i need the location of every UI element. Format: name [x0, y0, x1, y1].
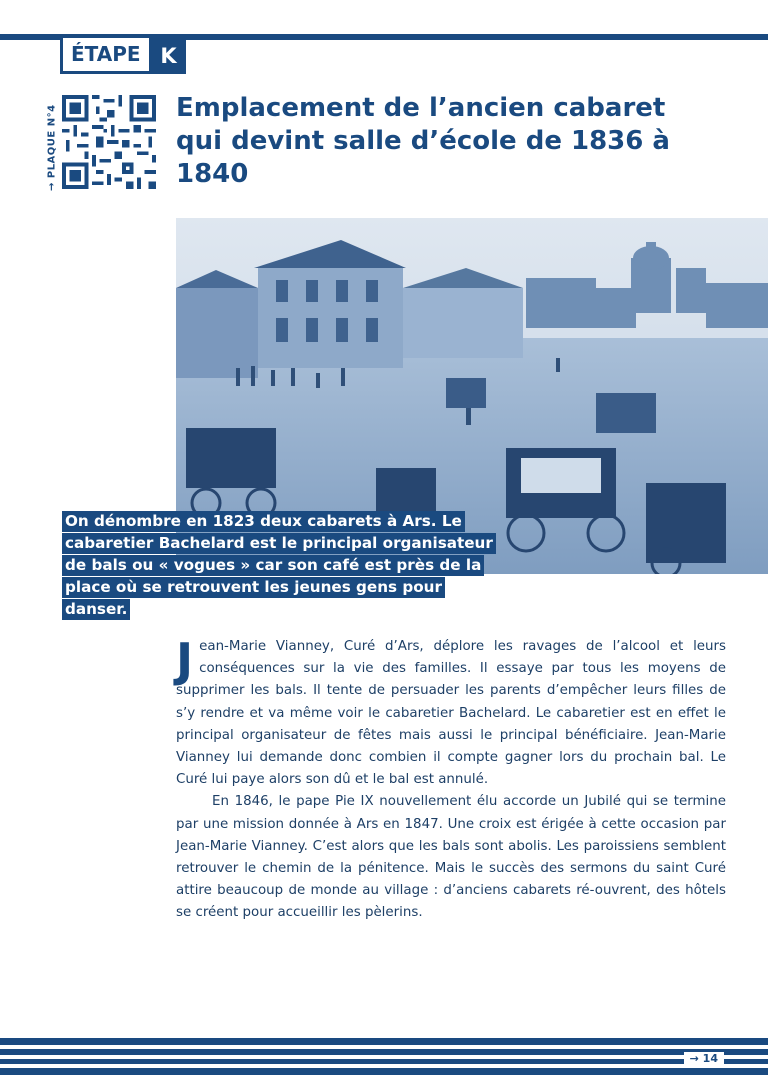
body-text [176, 633, 726, 925]
footer-band-3 [0, 1059, 768, 1064]
page-title [176, 92, 736, 191]
etape-letter: K [152, 38, 186, 74]
plaque-label: → PLAQUE N°4 [46, 104, 58, 191]
drop-cap: J [176, 633, 194, 687]
page-number: → 14 [684, 1052, 724, 1066]
paragraph-1 [176, 633, 726, 791]
footer-band-1 [0, 1038, 768, 1045]
etape-label: ÉTAPE [60, 38, 152, 74]
footer-band-4 [0, 1068, 768, 1075]
photo-caption [62, 510, 502, 620]
title-line-1: Emplacement de l’ancien cabaret [176, 93, 666, 123]
paragraph-2: En 1846, le pape Pie IX nouvellement élu accorde un Jubilé qui se termine par une mission donnée à Ars en 1847. Une croix est érigée à cette occasion par Jean-Marie Vianney. C’est alors que les bals sont abolis. Les paroissiens semblent retrouver le chemin de la pénitence. Mais le succès des sermons du saint Curé attire beaucoup de monde au village : d’anciens cabarets ré-ouvrent, des hôtels se créent pour accueillir les pèlerins. [176, 794, 726, 921]
etape-badge [60, 38, 186, 74]
qr-code[interactable] [62, 95, 156, 189]
caption-text: On dénombre en 1823 deux cabarets à Ars. Le cabaretier Bachelard est le principal organisateur de bals ou « vogues » car son café est près de la place où se retrouvent les jeunes gens pour danser. [62, 511, 496, 620]
footer-band-2 [0, 1049, 768, 1055]
paragraph-1-text: ean-Marie Vianney, Curé d’Ars, déplore les ravages de l’alcool et leurs conséquences sur la vie des familles. Il essaye par tous les moyens de supprimer les bals. Il tente de persuader les parents d’empêcher leurs filles de s’y rendre et va même voir le cabaretier Bachelard. Le cabaretier est en effet le principal organisateur de fêtes mais aussi le principal bénéficiaire. Jean-Marie Vianney lui demande donc combien il compte gagner lors du prochain bal. Le Curé lui paye alors son dû et le bal est annulé. [176, 639, 726, 788]
title-line-2: qui devint salle d’école de 1836 à 1840 [176, 126, 670, 189]
